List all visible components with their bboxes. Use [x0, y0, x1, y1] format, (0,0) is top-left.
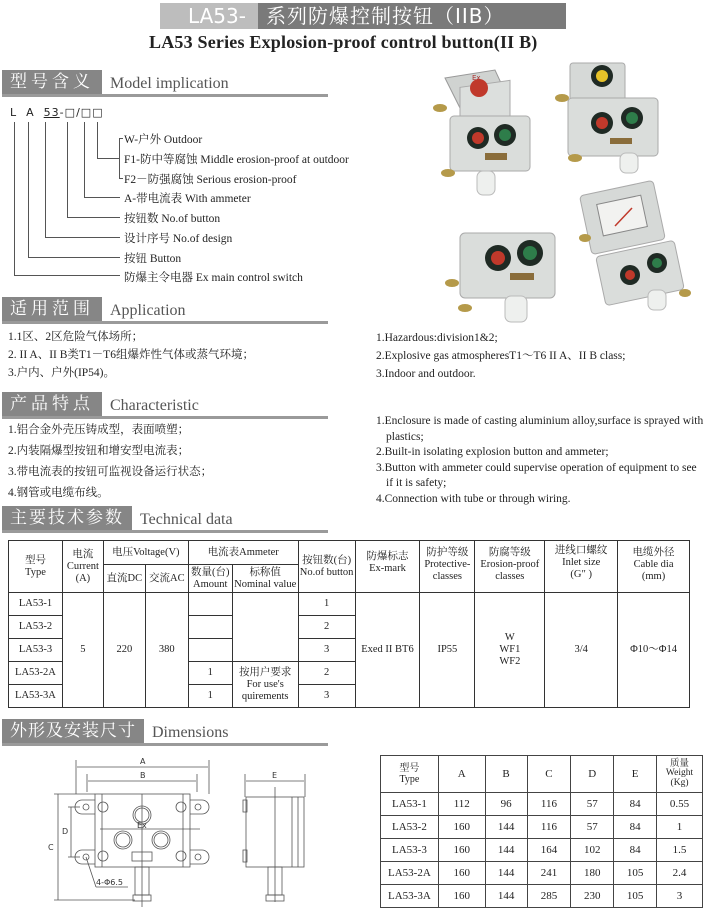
cell-d: 180 [571, 862, 614, 885]
cell-e: 105 [614, 885, 657, 908]
col-protective: 防护等级 Protective- classes [420, 541, 475, 593]
cell-b: 144 [485, 839, 527, 862]
cell-e: 84 [614, 793, 657, 816]
cell-current: 5 [62, 593, 103, 708]
cell-type: LA53-3 [9, 639, 63, 662]
cell-e: 84 [614, 839, 657, 862]
characteristic-list-en [376, 414, 706, 507]
dim-label-ex: Ex [137, 821, 147, 830]
cell-c: 241 [527, 862, 571, 885]
cell-type: LA53-2 [9, 616, 63, 639]
cell-a: 160 [438, 885, 485, 908]
technical-table [8, 540, 690, 708]
product-photo-1 [433, 70, 530, 195]
cell-buttons: 2 [298, 616, 355, 639]
cell-b: 144 [485, 885, 527, 908]
cell-amount [188, 593, 232, 616]
col-c: C [527, 756, 571, 793]
section-title-cn: 主要技术参数 [2, 506, 132, 530]
table-row [381, 862, 703, 885]
table-row [381, 839, 703, 862]
application-item-cn: 1.1区、2区危险气体场所； [8, 331, 144, 343]
cell-protective: IP55 [420, 593, 475, 708]
title-cn: 系列防爆控制按钮（IIB） [258, 3, 566, 29]
table-row [381, 816, 703, 839]
section-title-en: Application [110, 302, 186, 319]
cell-buttons: 1 [298, 593, 355, 616]
model-label-design: 设计序号 No.of design [124, 233, 233, 245]
characteristic-item-en: 1.Enclosure is made of casting aluminium alloy,surface is sprayed with plastics; [376, 415, 704, 443]
col-cable: 电缆外径 Cable dia (mm) [618, 541, 690, 593]
cell-a: 160 [438, 862, 485, 885]
cell-weight: 1.5 [657, 839, 703, 862]
product-photo-3 [445, 233, 555, 322]
cell-nominal-empty [232, 593, 298, 662]
col-inlet: 进线口螺纹 Inlet size (G″ ) [545, 541, 618, 593]
code-num: 53 [43, 106, 60, 119]
cell-a: 112 [438, 793, 485, 816]
cell-d: 102 [571, 839, 614, 862]
col-b: B [485, 756, 527, 793]
title-banner [160, 3, 566, 29]
cell-inlet: 3/4 [545, 593, 618, 708]
table-row [9, 593, 690, 616]
cell-b: 144 [485, 816, 527, 839]
cell-type: LA53-1 [381, 793, 439, 816]
characteristic-item-cn: 2.内装隔爆型按钮和增安型电流表； [8, 445, 190, 457]
col-amount: 数量(台) Amount [188, 565, 232, 593]
cell-b: 144 [485, 862, 527, 885]
cell-type: LA53-2 [381, 816, 439, 839]
col-dc: 直流DC [103, 565, 145, 593]
ex-label: Ex [472, 74, 481, 82]
col-weight: 质量 Weight (Kg) [657, 756, 703, 793]
model-label-f1: F1-防中等腐蚀 Middle erosion-proof at outdoor [124, 154, 349, 166]
cell-a: 160 [438, 816, 485, 839]
characteristic-item-en: 2.Built-in isolating explosion button and ammeter; [376, 446, 609, 458]
cell-nominal: 按用户要求 For use's quirements [232, 662, 298, 708]
cell-erosion: W WF1 WF2 [475, 593, 545, 708]
section-dimensions [2, 719, 328, 746]
section-title-en: Technical data [140, 511, 233, 528]
characteristic-item-cn: 3.带电流表的按钮可监视设备运行状态； [8, 466, 213, 478]
cell-type: LA53-1 [9, 593, 63, 616]
dim-label-d: D [62, 827, 69, 836]
title-prefix: LA53- [160, 3, 258, 29]
cell-dc: 220 [103, 593, 145, 708]
dim-label-a: A [140, 757, 146, 766]
code-box1: □ [64, 106, 77, 119]
section-title-en: Dimensions [152, 724, 229, 741]
application-item-en: 1.Hazardous:division1&2; [376, 332, 498, 344]
section-title-en: Characteristic [110, 397, 199, 414]
dim-label-e: E [272, 771, 278, 780]
cell-type: LA53-3 [381, 839, 439, 862]
start-button-icon [499, 129, 511, 141]
characteristic-item-cn: 4.钢管或电缆布线。 [8, 487, 109, 499]
col-ammeter: 电流表Ammeter [188, 541, 298, 565]
product-photo-4 [579, 180, 691, 310]
title-en: LA53 Series Explosion-proof control button(II B) [149, 32, 538, 52]
section-application [2, 297, 328, 324]
col-ac: 交流AC [145, 565, 188, 593]
cell-e: 105 [614, 862, 657, 885]
cell-d: 230 [571, 885, 614, 908]
model-label-buttons: 按钮数 No.of button [124, 213, 221, 225]
section-model-implication [2, 70, 328, 97]
cell-cable: Φ10～Φ14 [618, 593, 690, 708]
section-technical [2, 506, 328, 533]
application-item-en: 3.Indoor and outdoor. [376, 368, 476, 380]
cell-weight: 1 [657, 816, 703, 839]
section-title-cn: 外形及安装尺寸 [2, 719, 144, 743]
dimension-drawing [40, 752, 330, 908]
section-title-cn: 型号含义 [2, 70, 102, 94]
col-nominal: 标称值 Nominal value [232, 565, 298, 593]
cell-amount [188, 616, 232, 639]
col-voltage: 电压Voltage(V) [103, 541, 188, 565]
model-label-button: 按钮 Button [124, 253, 182, 265]
code-slash: / [76, 106, 81, 119]
cell-exmark: Exed II BT6 [355, 593, 420, 708]
cell-weight: 0.55 [657, 793, 703, 816]
cell-a: 160 [438, 839, 485, 862]
col-buttons: 按钮数(台) No.of button [298, 541, 355, 593]
cell-amount: 1 [188, 662, 232, 685]
cell-buttons: 3 [298, 639, 355, 662]
product-photo-2 [555, 63, 658, 173]
characteristic-item-en: 3.Button with ammeter could supervise operation of equipment to see if it is safety; [376, 461, 697, 489]
col-erosion: 防腐等级 Erosion-proof classes [475, 541, 545, 593]
col-e: E [614, 756, 657, 793]
section-title-cn: 适用范围 [2, 297, 102, 321]
model-label-w: W-户外 Outdoor [124, 134, 203, 146]
code-l: L [10, 106, 18, 119]
product-photos [420, 58, 710, 328]
cell-ac: 380 [145, 593, 188, 708]
code-dash: - [59, 106, 65, 119]
cell-d: 57 [571, 793, 614, 816]
col-a: A [438, 756, 485, 793]
dim-label-b: B [140, 771, 146, 780]
section-title-cn: 产品特点 [2, 392, 102, 416]
cell-type: LA53-2A [381, 862, 439, 885]
cell-weight: 2.4 [657, 862, 703, 885]
cell-d: 57 [571, 816, 614, 839]
dimensions-table [380, 755, 703, 908]
cell-type: LA53-3A [9, 685, 63, 708]
col-exmark: 防爆标志 Ex-mark [355, 541, 420, 593]
application-item-en: 2.Explosive gas atmospheresT1～T6 II A、II B class; [376, 350, 626, 362]
col-type: 型号 Type [9, 541, 63, 593]
code-a: A [26, 106, 35, 119]
stop-button-icon [472, 132, 484, 144]
cell-amount [188, 639, 232, 662]
cell-type: LA53-2A [9, 662, 63, 685]
application-item-cn: 3.户内、户外(IP54)。 [8, 367, 116, 379]
model-label-f2: F2－防强腐蚀 Serious erosion-proof [124, 174, 297, 186]
cell-weight: 3 [657, 885, 703, 908]
table-row [381, 793, 703, 816]
cell-buttons: 3 [298, 685, 355, 708]
code-box2: □ [80, 106, 93, 119]
model-code [10, 106, 104, 119]
dim-label-c: C [48, 843, 54, 852]
characteristic-list-cn [8, 420, 212, 504]
col-current: 电流 Current (A) [62, 541, 103, 593]
col-d: D [571, 756, 614, 793]
code-box3: □ [92, 106, 104, 119]
cell-c: 116 [527, 793, 571, 816]
section-characteristic [2, 392, 328, 419]
cell-buttons: 2 [298, 662, 355, 685]
application-list-en [376, 329, 625, 383]
cell-c: 116 [527, 816, 571, 839]
cell-c: 285 [527, 885, 571, 908]
application-list-cn [8, 328, 254, 382]
cell-type: LA53-3A [381, 885, 439, 908]
table-row [381, 885, 703, 908]
characteristic-item-en: 4.Connection with tube or through wiring. [376, 492, 571, 505]
dim-label-holes: 4-Φ6.5 [96, 878, 123, 887]
cell-e: 84 [614, 816, 657, 839]
cell-b: 96 [485, 793, 527, 816]
yellow-button-icon [596, 70, 608, 82]
application-item-cn: 2. II A、II B类T1－T6组爆炸性气体或蒸气环境； [8, 349, 254, 361]
model-label-ex-switch: 防爆主令电器 Ex main control switch [124, 272, 303, 284]
cell-amount: 1 [188, 685, 232, 708]
cell-c: 164 [527, 839, 571, 862]
model-label-ammeter: A-带电流表 With ammeter [124, 193, 251, 205]
section-title-en: Model implication [110, 75, 229, 92]
characteristic-item-cn: 1.铝合金外壳压铸成型，表面喷塑； [8, 424, 190, 436]
col-type: 型号 Type [381, 756, 439, 793]
